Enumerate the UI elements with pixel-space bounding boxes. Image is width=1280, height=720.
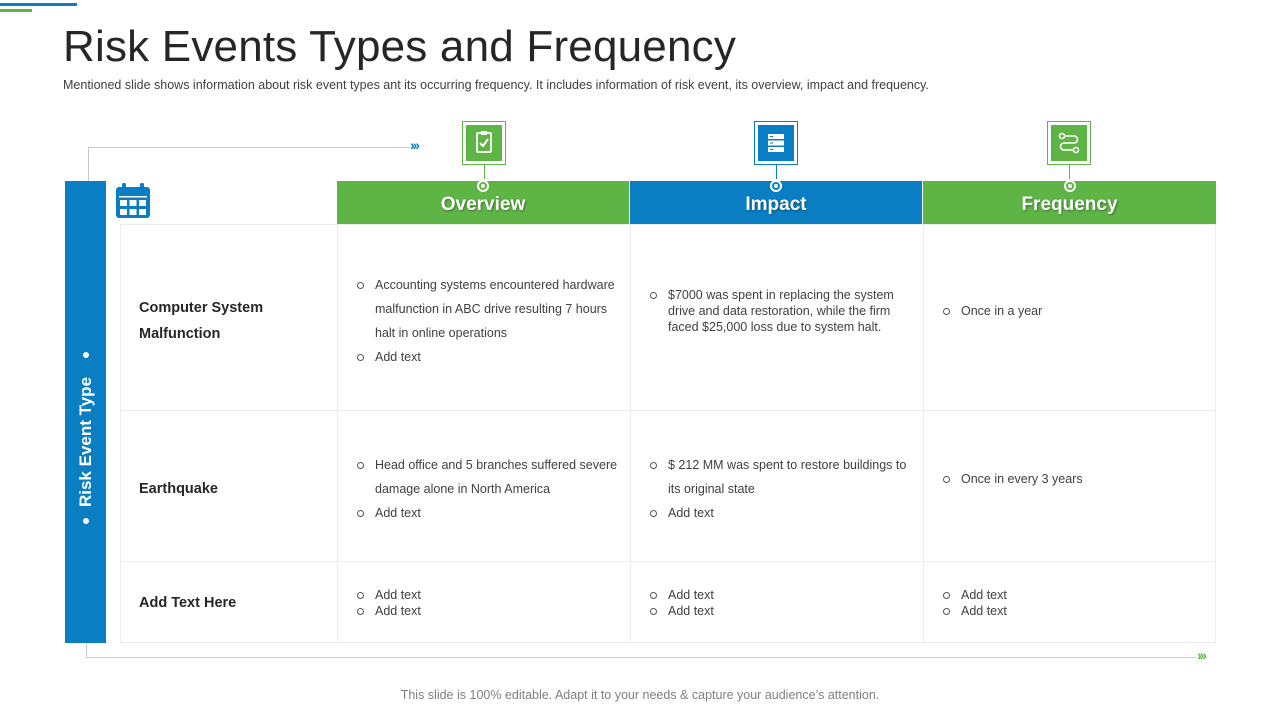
row-label-computer-system-malfunction <box>139 295 263 347</box>
list-item: $7000 was spent in replacing the system drive and data restoration, while the firm faced $25,000 loss due to system halt. <box>650 287 912 335</box>
header-overview <box>337 181 629 224</box>
list-item: Add text <box>943 603 1205 619</box>
header-frequency-label: Frequency <box>1021 194 1118 215</box>
list-item: Add text <box>650 501 912 525</box>
route-icon <box>1047 121 1091 165</box>
footer-note: This slide is 100% editable. Adapt it to your needs & capture your audience’s attention. <box>400 688 880 702</box>
list-item: Once in a year <box>943 303 1205 319</box>
list-item: Add text <box>357 501 619 525</box>
list-item: Add text <box>357 603 619 619</box>
list-item: Head office and 5 branches suffered severe damage alone in North America <box>357 453 619 501</box>
overview-cell <box>357 453 619 525</box>
column-divider <box>630 224 631 643</box>
frequency-cell <box>943 471 1205 487</box>
list-item: Add text <box>650 603 912 619</box>
list-item: Add text <box>357 587 619 603</box>
server-icon <box>754 121 798 165</box>
overview-cell <box>357 587 619 619</box>
side-dot-top <box>83 352 89 358</box>
bottom-connector-vertical <box>86 641 87 657</box>
row-divider <box>120 410 1216 411</box>
calendar-icon <box>115 183 151 219</box>
accent-bar-blue <box>0 3 77 6</box>
impact-icon-connector <box>776 165 777 179</box>
list-item: $ 212 MM was spent to restore buildings to its original state <box>650 453 912 501</box>
row-label-add-text-here <box>139 590 236 616</box>
row-label-line: Malfunction <box>139 326 221 342</box>
header-overview-label: Overview <box>440 194 526 215</box>
header-frequency <box>923 181 1216 224</box>
row-label-earthquake <box>139 476 218 502</box>
page-subtitle: Mentioned slide shows information about risk event types ant its occurring frequency. It includes information of risk event, its overview, impact and frequency. <box>63 78 929 92</box>
header-impact-label: Impact <box>745 194 807 215</box>
column-divider <box>337 224 338 643</box>
list-item: Once in every 3 years <box>943 471 1205 487</box>
top-arrows-icon: ››› <box>410 137 418 153</box>
list-item: Add text <box>650 587 912 603</box>
impact-cell <box>650 287 912 335</box>
frequency-cell <box>943 587 1205 619</box>
header-dot <box>477 180 489 192</box>
top-connector-horizontal <box>88 147 410 148</box>
impact-cell <box>650 453 912 525</box>
header-dot <box>770 180 782 192</box>
accent-bar-green <box>0 9 32 12</box>
header-impact <box>630 181 922 224</box>
frequency-cell <box>943 303 1205 319</box>
row-label-line: Add Text Here <box>139 595 237 611</box>
header-dot <box>1064 180 1076 192</box>
bottom-arrows-icon: ››› <box>1197 647 1205 663</box>
bottom-connector-horizontal <box>86 657 1196 658</box>
page-title: Risk Events Types and Frequency <box>63 22 737 71</box>
row-label-line: Computer System <box>139 300 264 316</box>
row-label-line: Earthquake <box>139 481 218 497</box>
overview-cell <box>357 273 619 369</box>
list-item: Add text <box>357 345 619 369</box>
list-item: Accounting systems encountered hardware malfunction in ABC drive resulting 7 hours halt in online operations <box>357 273 619 345</box>
column-divider <box>923 224 924 643</box>
clipboard-icon <box>462 121 506 165</box>
frequency-icon-connector <box>1069 165 1070 179</box>
list-item: Add text <box>943 587 1205 603</box>
overview-icon-connector <box>484 165 485 179</box>
side-dot-bottom <box>83 518 89 524</box>
impact-cell <box>650 587 912 619</box>
top-connector-vertical <box>88 147 89 183</box>
side-label: Risk Event Type <box>76 376 95 508</box>
row-divider <box>120 561 1216 562</box>
